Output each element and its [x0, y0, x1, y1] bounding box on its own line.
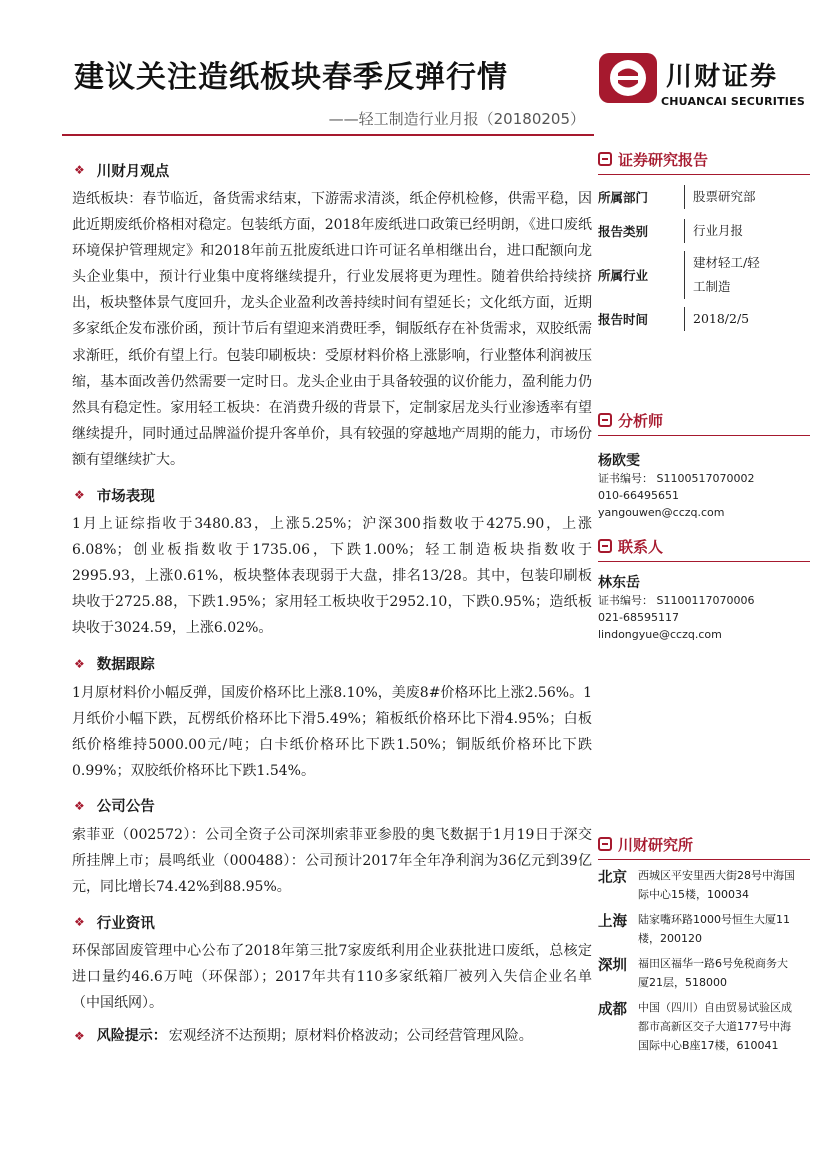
analyst-email[interactable]: yangouwen@cczq.com: [598, 506, 725, 519]
section-heading-company: ❖ 公司公告: [74, 798, 155, 816]
sidebar-heading-institute: 川财研究所: [598, 833, 810, 855]
brand-name-en: CHUANCAI SECURITIES: [661, 95, 805, 108]
office-chengdu: 成都 中国（四川）自由贸易试验区成都市高新区交子大道177号中海国际中心B座17楼，610041: [598, 1001, 792, 1052]
diamond-bullet-icon: ❖: [74, 1029, 85, 1044]
sidebar-heading-contact: 联系人: [598, 535, 810, 557]
meta-row-category: 报告类别 行业月报: [598, 219, 810, 243]
market-paragraph: 1月上证综指收于3480.83，上涨5.25%；沪深300指数收于4275.90，上涨6.08%；创业板指数收于1735.06，下跌1.00%；轻工制造板块指数收于2995.93，上涨0.61%，板块整体表现弱于大盘，排名13/28。其中，包装印刷板块收于2725.88，下跌1.95%；家用轻工板块收于2952.10，下跌0.95%；造纸板块收于3024.59，上涨6.02%。: [72, 516, 592, 637]
meta-row-industry: 所属行业 建材轻工/轻工制造: [598, 251, 810, 299]
contact-phone: 021-68595117: [598, 611, 679, 624]
risk-label: 风险提示：: [96, 1028, 167, 1045]
institute-icon: [598, 837, 612, 851]
news-paragraph: 环保部固废管理中心公布了2018年第三批7家废纸利用企业获批进口废纸，总核定进口量约46.6万吨（环保部）；2017年共有110多家纸箱厂被列入失信企业名单（中国纸网）。: [72, 943, 592, 1012]
chuancai-logo-icon: [598, 52, 658, 104]
sidebar-heading-analyst: 分析师: [598, 409, 810, 431]
analyst-cert: 证书编号： S1100517070002: [598, 472, 755, 485]
report-title: 建议关注造纸板块春季反弹行情: [74, 60, 508, 95]
sidebar-divider: [598, 174, 810, 175]
meta-row-department: 所属部门 股票研究部: [598, 185, 810, 209]
sidebar-divider: [598, 859, 810, 860]
brand-name-cn: 川财证券: [666, 62, 779, 92]
section-heading-market: ❖ 市场表现: [74, 488, 155, 505]
main-content: [72, 148, 592, 1048]
report-header: [0, 0, 827, 145]
sidebar: [598, 148, 810, 1055]
diamond-bullet-icon: ❖: [74, 798, 85, 813]
diamond-bullet-icon: ❖: [74, 656, 85, 671]
analyst-icon: [598, 413, 612, 427]
sidebar-divider: [598, 561, 810, 562]
office-shenzhen: 深圳 福田区福华一路6号免税商务大厦21层，518000: [598, 957, 788, 989]
title-divider: [62, 134, 594, 136]
data-paragraph: 1月原材料价小幅反弹，国废价格环比上涨8.10%，美废8#价格环比上涨2.56%。1月纸价小幅下跌，瓦楞纸价格环比下滑5.49%；箱板纸价格环比下滑4.95%；白板纸价格维持5000.00元/吨；白卡纸价格环比下跌1.50%；铜版纸价格环比下跌0.99%；双胶纸价格环比下跌1.54%。: [72, 684, 592, 779]
diamond-bullet-icon: ❖: [74, 488, 85, 503]
section-heading-news: ❖ 行业资讯: [74, 915, 155, 932]
diamond-bullet-icon: ❖: [74, 163, 85, 177]
office-beijing: 北京 西城区平安里西大街28号中海国际中心15楼，100034: [598, 869, 795, 901]
analyst-phone: 010-66495651: [598, 489, 679, 502]
risk-warning: [72, 1024, 592, 1048]
analyst-name: 杨欧雯: [598, 453, 640, 469]
meta-row-date: 报告时间 2018/2/5: [598, 307, 810, 331]
view-paragraph: 造纸板块：春节临近，备货需求结束，下游需求清淡，纸企停机检修，供需平稳，因此近期废纸价格相对稳定。包装纸方面，2018年废纸进口政策已经明朗，《进口废纸环境保护管理规定》和2018年前五批废纸进口许可证名单相继出台，进口配额向龙头企业集中，预计行业集中度将继续提升，行业发展将更为理性。随着供给持续挤出，板块整体景气度回升，龙头企业盈利改善持续时间有望延长；文化纸方面，近期多家纸企发布涨价函，预计节后有望迎来消费旺季，铜版纸存在补货需求，双胶纸需求渐旺，纸价有望上行。包装印刷板块：受原材料价格上涨影响，行业整体利润被压缩，基本面改善仍然需要一定时日。龙头企业由于具备较强的议价能力，盈利能力仍然具有稳定性。家用轻工板块：在消费升级的背景下，定制家居龙头行业渗透率有望继续提升，同时通过品牌溢价提升客单价，具有较强的穿越地产周期的能力，市场份额有望继续扩大。: [72, 191, 592, 468]
company-paragraph: 索菲亚（002572）：公司全资子公司深圳索菲亚参股的奥飞数据于1月19日于深交所挂牌上市；晨鸣纸业（000488）：公司预计2017年全年净利润为36亿元到39亿元，同比增长74.42%到88.95%。: [72, 826, 592, 896]
sidebar-divider: [598, 435, 810, 436]
contact-icon: [598, 539, 612, 553]
contact-cert: 证书编号： S1100117070006: [598, 594, 755, 607]
sidebar-heading-report: 证券研究报告: [598, 148, 810, 170]
contact-name: 林东岳: [598, 575, 640, 591]
risk-text: 宏观经济不达预期；原材料价格波动；公司经营管理风险。: [168, 1028, 533, 1045]
report-subtitle: ——轻工制造行业月报（20180205）: [328, 110, 585, 128]
contact-email[interactable]: lindongyue@cczq.com: [598, 628, 722, 641]
report-icon: [598, 152, 612, 166]
section-heading-data: ❖ 数据跟踪: [74, 656, 155, 673]
office-shanghai: 上海 陆家嘴环路1000号恒生大厦11楼，200120: [598, 913, 790, 945]
diamond-bullet-icon: ❖: [74, 915, 85, 930]
section-heading-view: ❖ 川财月观点: [74, 163, 170, 180]
